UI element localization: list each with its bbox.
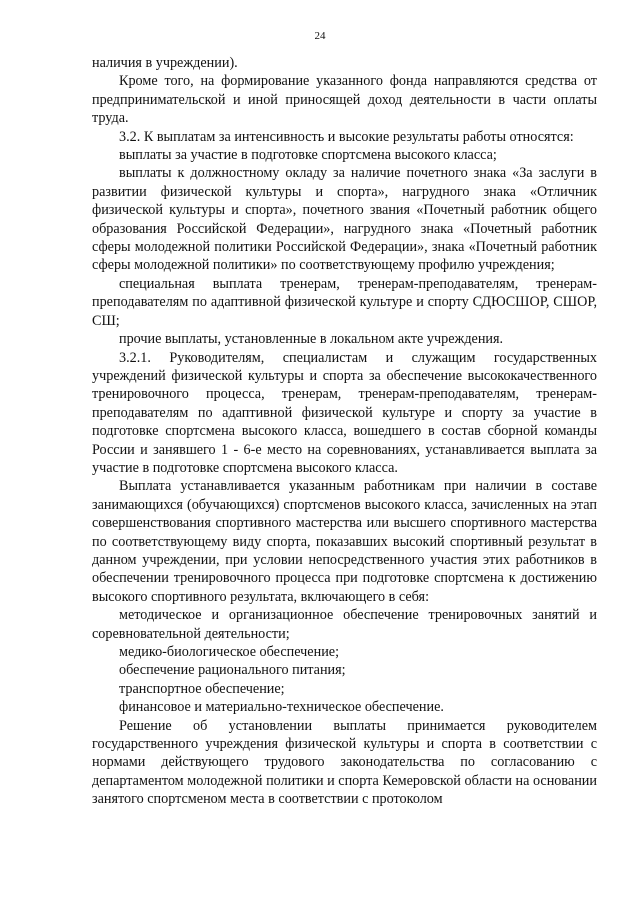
list-item-medical-support: медико-биологическое обеспечение; — [119, 644, 340, 660]
page-number: 24 — [314, 30, 326, 42]
paragraph-payment-conditions: Выплата устанавливается указанным работникам при наличии в составе занимающихся (обучающихся) спортсменов высокого класса, зачисленных на этап совершенствования спортивного мастерства или высшего спортивного мастерства по соответствующему виду спорта, показавших высокий спортивный результат в данном учреждении, при условии непосредственного участия этих работников в обеспечении тренировочного процесса при подготовке спортсмена к достижению высокого спортивного результата, включающего в себя: — [92, 478, 597, 605]
document-body — [92, 54, 597, 809]
paragraph-section-3-2-1: 3.2.1. Руководителям, специалистам и служащим государственных учреждений физической культуры и спорта за обеспечение высококачественного тренировочного процесса, тренерам, тренерам-преподавателям, тренерам-преподавателям по адаптивной физической культуре и спорту за участие в подготовке спортсмена высокого класса, вошедшего в состав сборной команды России и занявшего 1 - 6-е место на соревнованиях, устанавливается выплата за участие в подготовке спортсмена высокого класса. — [92, 349, 597, 476]
list-item-other-payments: прочие выплаты, установленные в локальном акте учреждения. — [119, 331, 504, 348]
list-item-financial-support: финансовое и материально-техническое обеспечение. — [119, 699, 444, 716]
list-item-honorary-badges: выплаты к должностному окладу за наличие почетного знака «За заслуги в развитии физической культуры и спорта», нагрудного знака «Отличник физической культуры и спорта», почетного звания «Почетный работник общего образования Российской Федерации», нагрудного знака «Почетный работник сферы молодежной политики Российской Федерации», знака «Почетный работник сферы молодежной политики» по соответствующему профилю учреждения; — [92, 165, 597, 274]
list-item-special-payment: специальная выплата тренерам, тренерам-преподавателям, тренерам-преподавателям по адаптивной физической культуре и спорту СДЮСШОР, СШОР, СШ; — [92, 275, 597, 329]
list-item-transport: транспортное обеспечение; — [119, 680, 285, 697]
list-item-athlete-training: выплаты за участие в подготовке спортсмена высокого класса; — [119, 147, 497, 164]
paragraph-continuation: наличия в учреждении). — [92, 55, 238, 71]
paragraph-decision: Решение об установлении выплаты принимается руководителем государственного учреждения физической культуры и спорта в соответствии с нормами действующего трудового законодательства по согласованию с департаментом молодежной политики и спорта Кемеровской области на основании занятого спортсменом места в соответствии с протоколом — [92, 717, 597, 808]
paragraph-fund-sources: Кроме того, на формирование указанного фонда направляются средства от предпринимательской и иной приносящей доход деятельности в части оплаты труда. — [92, 73, 597, 127]
list-item-nutrition: обеспечение рационального питания; — [119, 662, 346, 679]
paragraph-section-3-2: 3.2. К выплатам за интенсивность и высокие результаты работы относятся: — [119, 128, 574, 145]
list-item-methodical-support: методическое и организационное обеспечение тренировочных занятий и соревновательной деятельности; — [92, 607, 597, 642]
